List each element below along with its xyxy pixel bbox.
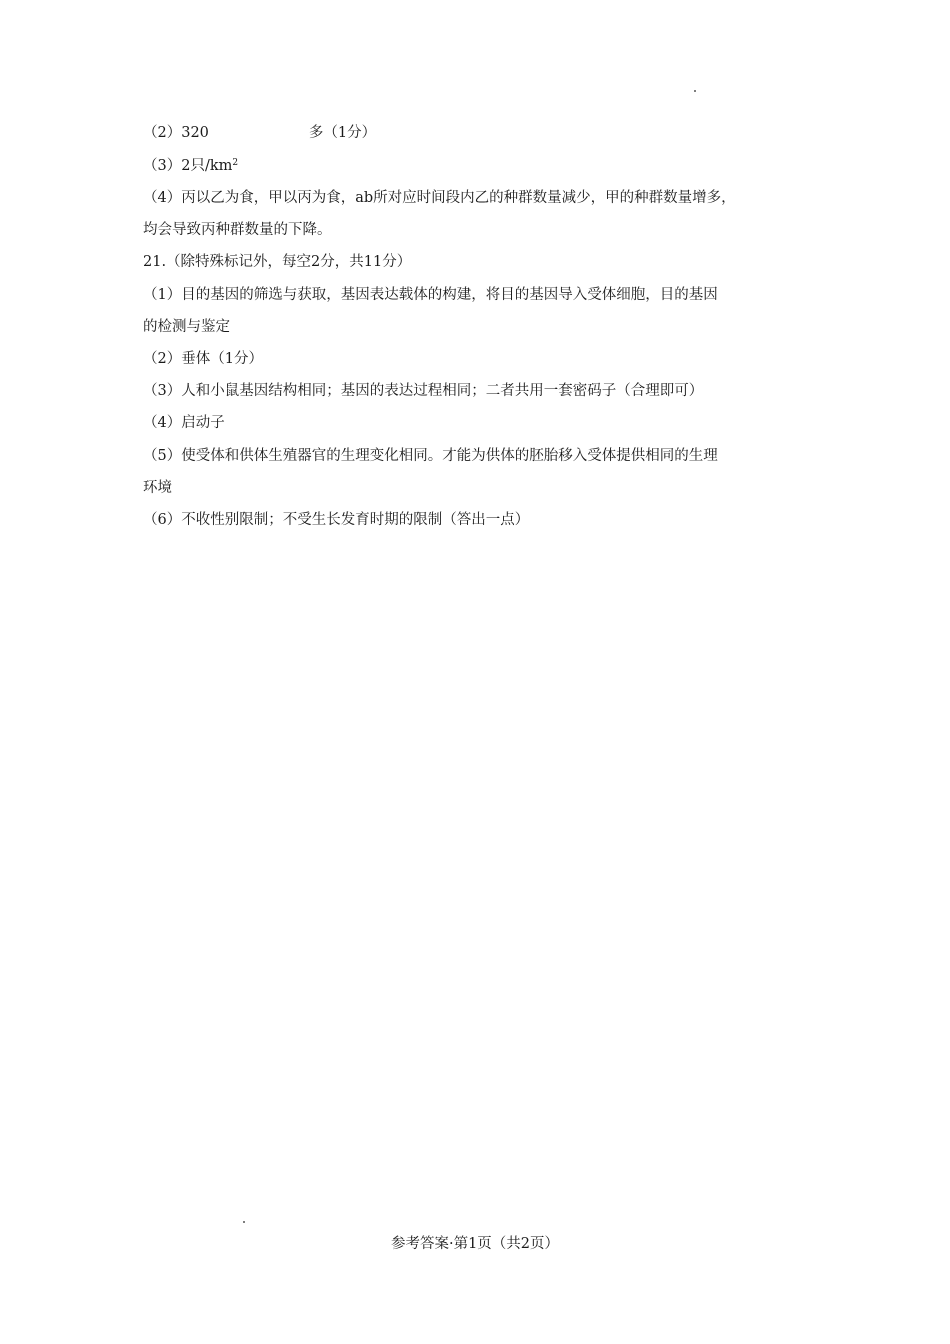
answer-line: 环境 — [143, 480, 172, 496]
answer-line: （6）不收性别限制；不受生长发育时期的限制（答出一点） — [143, 512, 530, 528]
answer-line: （5）使受体和供体生殖器官的生理变化相同。才能为供体的胚胎移入受体提供相同的生理 — [143, 448, 718, 464]
scan-dot — [694, 90, 696, 92]
answer-line: （3）人和小鼠基因结构相同；基因的表达过程相同；二者共用一套密码子（合理即可） — [143, 383, 704, 399]
answer-line: （1）目的基因的筛选与获取，基因表达载体的构建，将目的基因导入受体细胞，目的基因 — [143, 287, 718, 303]
answer-line — [143, 123, 376, 143]
answer-line: （4）丙以乙为食，甲以丙为食，ab所对应时间段内乙的种群数量减少，甲的种群数量增多， — [143, 190, 736, 206]
answer-text: 多（1分） — [308, 125, 377, 141]
answer-line: （4）启动子 — [143, 415, 225, 431]
answer-text: （3）2只/km — [143, 158, 233, 174]
question-heading: 21.（除特殊标记外，每空2分，共11分） — [143, 254, 412, 270]
scan-dot — [243, 1221, 245, 1223]
answer-line: （2）垂体（1分） — [143, 351, 263, 367]
superscript: 2 — [232, 158, 239, 168]
page-footer: 参考答案·第1页（共2页） — [390, 1236, 560, 1252]
answer-line: 均会导致丙种群数量的下降。 — [143, 222, 332, 238]
answer-line: 的检测与鉴定 — [143, 319, 230, 335]
answer-text: （2）320 — [143, 125, 209, 141]
answer-line — [143, 156, 238, 176]
